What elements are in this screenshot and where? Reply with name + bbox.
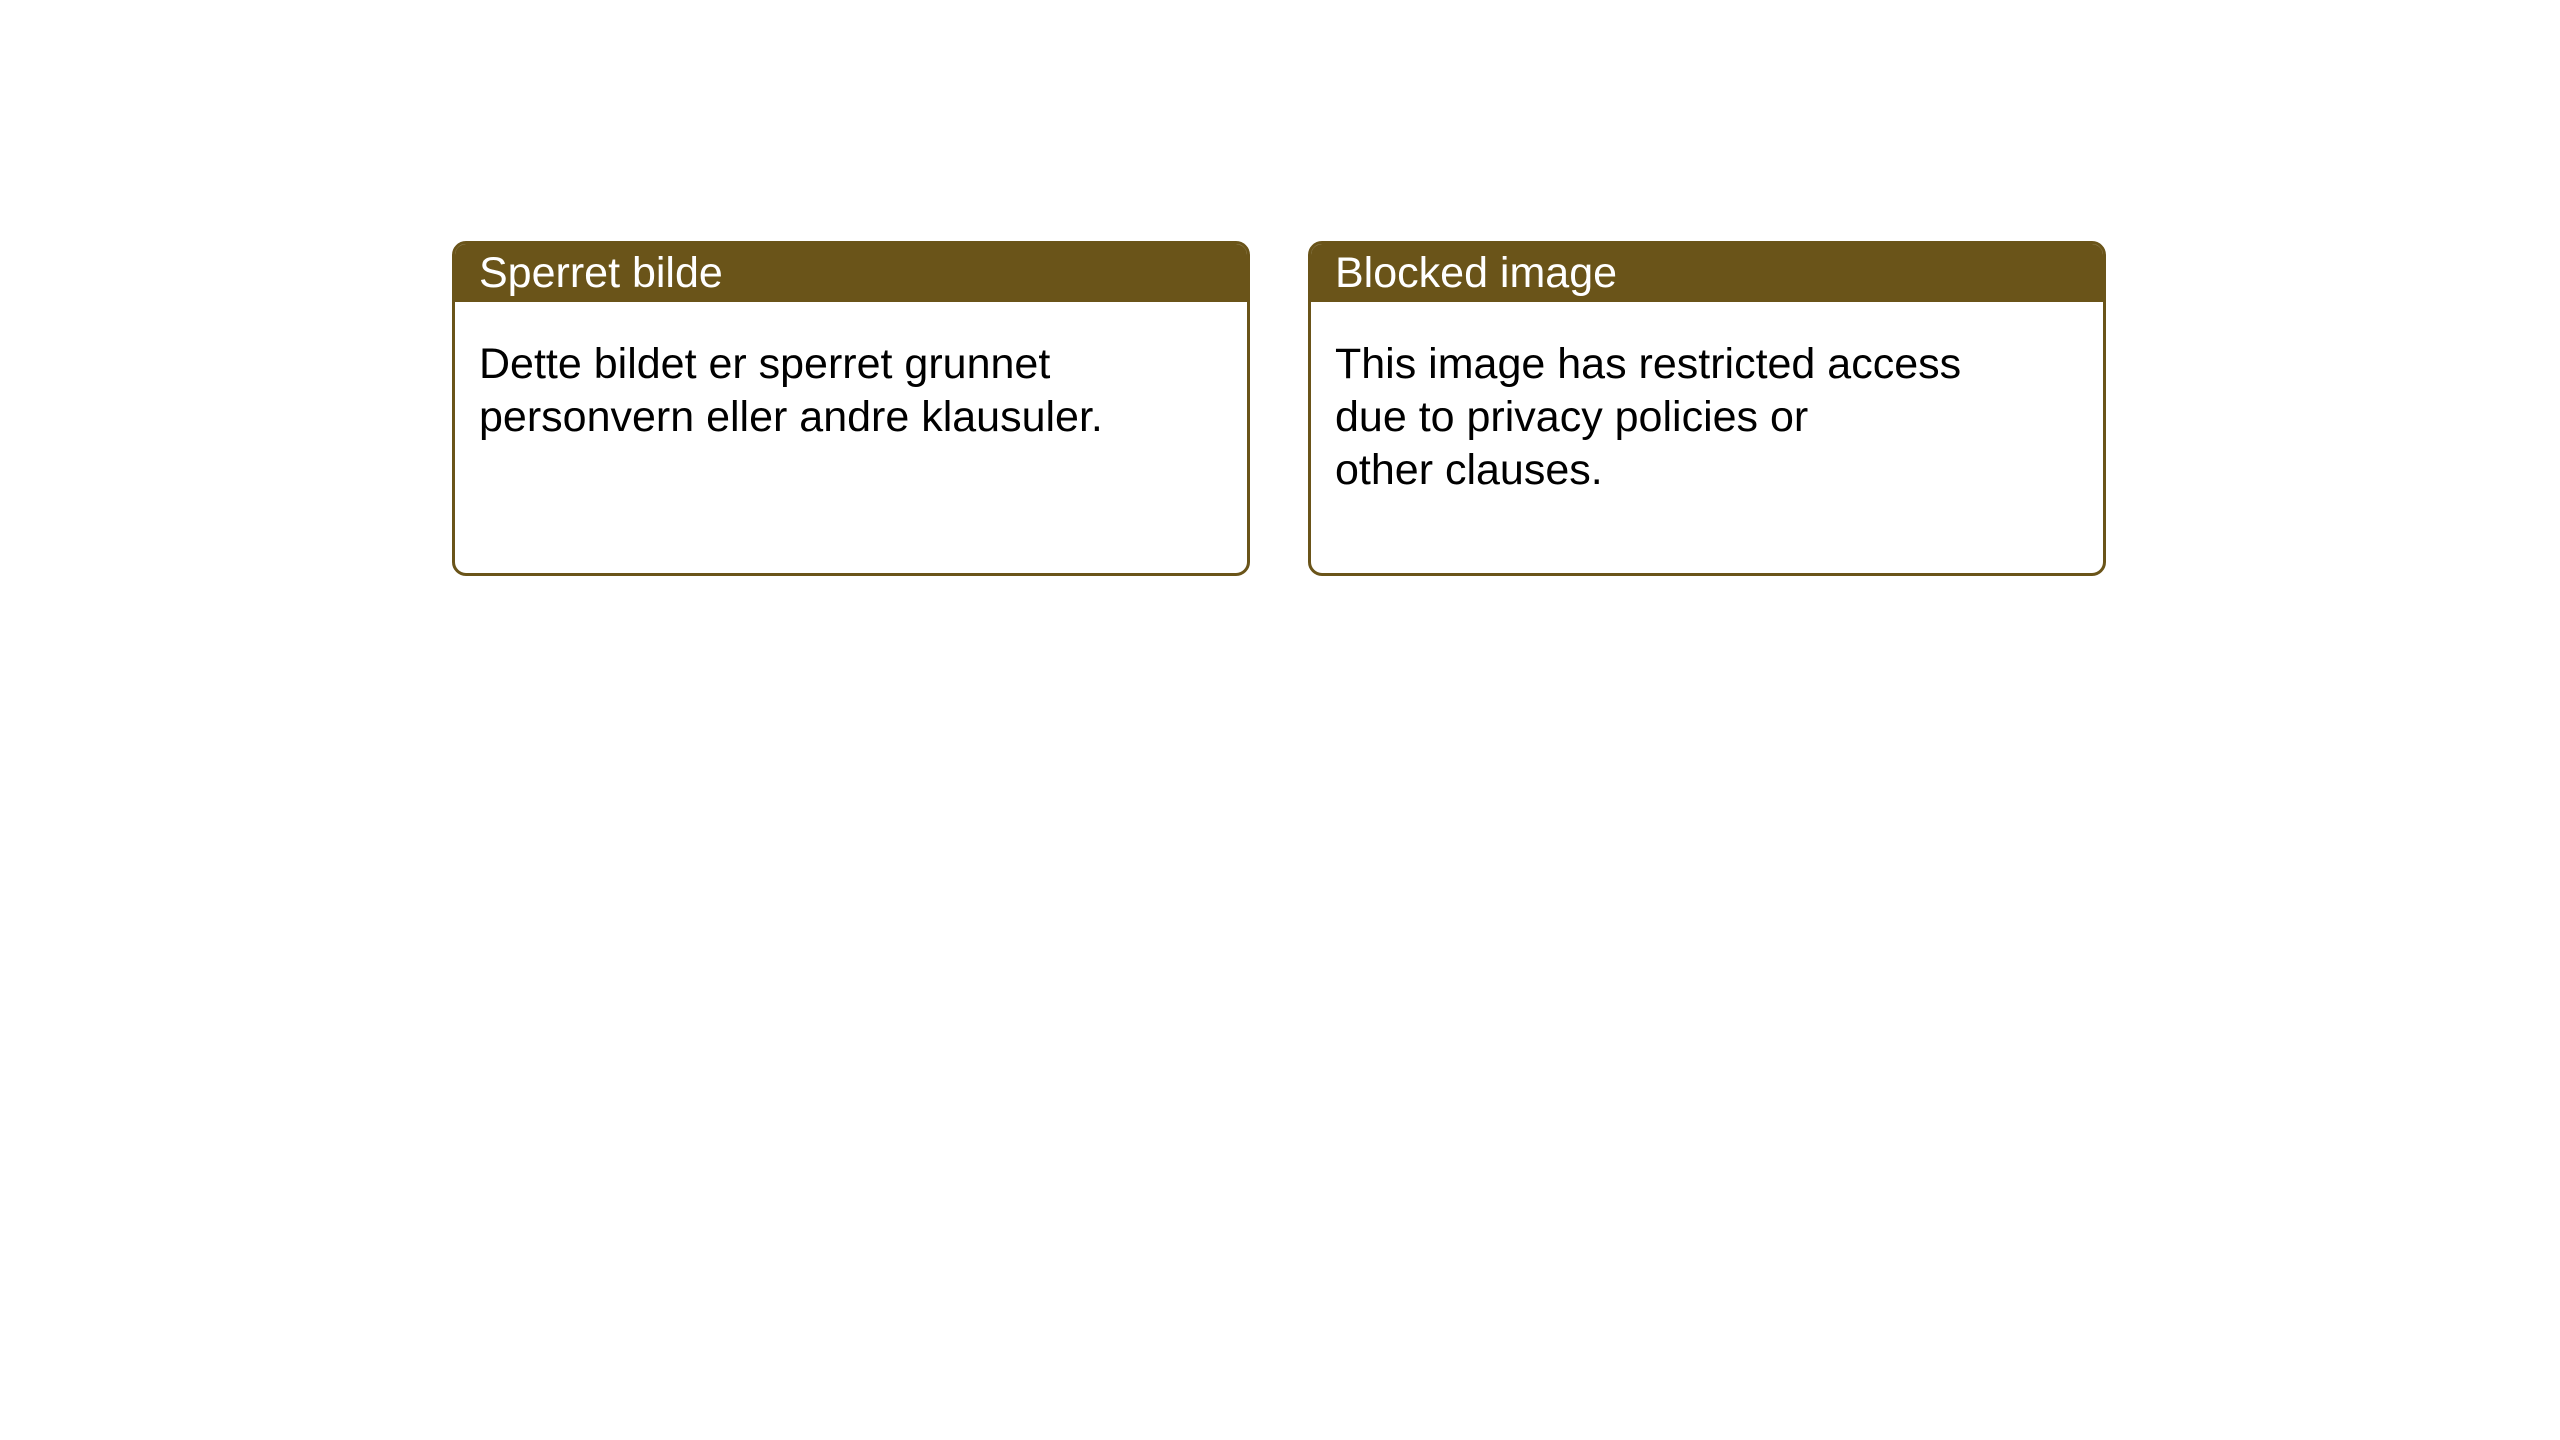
card-body-line: other clauses. [1335, 446, 1603, 494]
blocked-image-card-english [1308, 241, 2106, 576]
card-body [455, 302, 1247, 444]
blocked-image-card-norwegian [452, 241, 1250, 576]
card-body-line: Dette bildet er sperret grunnet [479, 340, 1051, 388]
card-body-line: personvern eller andre klausuler. [479, 393, 1103, 441]
card-body [1311, 302, 2103, 497]
card-body-line: This image has restricted access [1335, 340, 1962, 388]
card-header [455, 244, 1247, 302]
card-title: Blocked image [1335, 248, 1618, 297]
card-body-line: due to privacy policies or [1335, 393, 1809, 441]
card-title: Sperret bilde [479, 248, 723, 297]
card-header [1311, 244, 2103, 302]
